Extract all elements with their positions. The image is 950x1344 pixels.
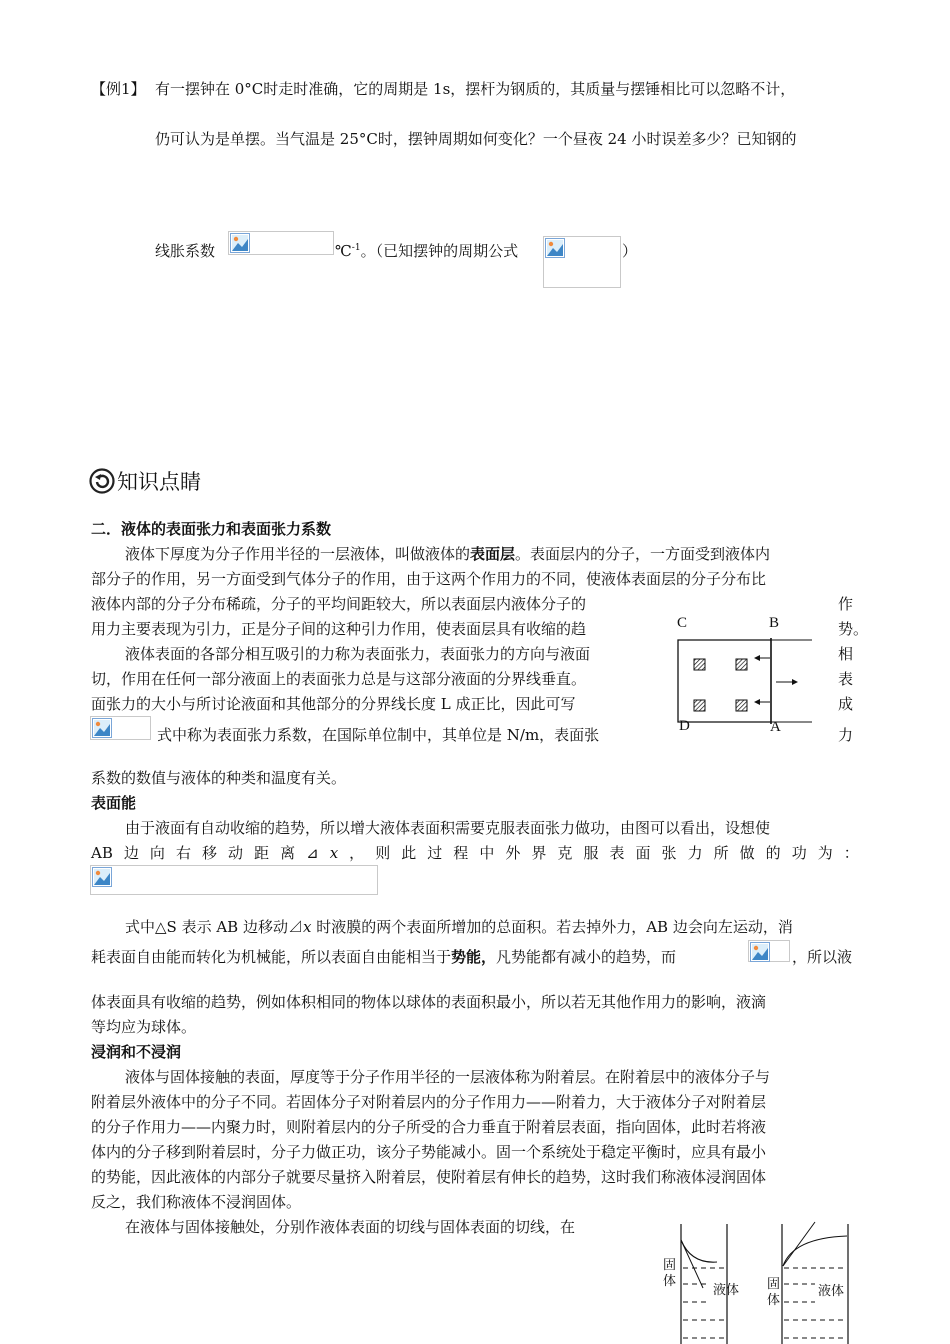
- surface-energy-line-3: 式中△S 表示 AB 边移动⊿x 时液膜的两个表面所增加的总面积。若去掉外力，AB 边会向左运动，消: [125, 918, 793, 936]
- section-2-para-2-line-1-end: 相: [838, 645, 854, 663]
- wetting-line-5: 的势能，因此液体的内部分子就要尽量挤入附着层，使附着层有伸长的趋势，这时我们称液体浸润固体: [91, 1168, 767, 1186]
- left-liquid-label: 液体: [713, 1283, 740, 1298]
- surface-energy-title: 表面能: [91, 794, 137, 812]
- wetting-line-2: 附着层外液体中的分子不同。若固体分子对附着层内的分子作用力——附着力，大于液体分子对附着层: [91, 1093, 767, 1111]
- section-2-title: 二．液体的表面张力和表面张力系数: [91, 520, 332, 538]
- section-2-para-2-line-4: 式中称为表面张力系数，在国际单位制中，其单位是 N/m，表面张: [157, 726, 600, 744]
- surface-energy-line-5: 体表面具有收缩的趋势，例如体积相同的物体以球体的表面积最小，所以若无其他作用力的影响，液滴: [91, 993, 767, 1011]
- surface-energy-line-6: 等均应为球体。: [91, 1018, 197, 1036]
- energy-inequality-image: [748, 940, 790, 962]
- right-liquid-label: 液体: [818, 1284, 845, 1299]
- wetting-line-3: 的分子作用力——内聚力时，则附着层内的分子所受的合力垂直于附着层表面，指向固体，此时若将液: [91, 1118, 767, 1136]
- section-2-para-2-line-4-end: 力: [838, 726, 854, 744]
- linear-expansion-coefficient-image: [228, 231, 334, 255]
- example-line-1: 有一摆钟在 0°C时走时准确，它的周期是 1s，摆杆为钢质的，其质量与摆锤相比可以忽略不计，: [155, 80, 796, 98]
- section-2-para-2-line-2: 切，作用在任何一部分液面上的表面张力总是与这部分液面的分界线垂直。: [91, 670, 587, 688]
- example-line-3-mid: 。（已知摆钟的周期公式: [360, 242, 519, 260]
- section-2-para-2-line-5: 系数的数值与液体的种类和温度有关。: [91, 769, 347, 787]
- figure-label-b: B: [769, 615, 780, 631]
- broken-image-icon: [230, 233, 250, 253]
- left-solid-label: 固体: [663, 1258, 677, 1289]
- wetting-line-7: 在液体与固体接触处，分别作液体表面的切线与固体表面的切线，在: [125, 1218, 576, 1236]
- wetting-line-4: 体内的分子移到附着层时，分子力做正功，该分子势能减小。固一个系统处于稳定平衡时，应具有最小: [91, 1143, 767, 1161]
- surface-energy-line-4: 耗表面自由能而转化为机械能，所以表面自由能相当于势能，凡势能都有减小的趋势，而: [91, 948, 677, 966]
- section-2-para-1-line-1: 液体下厚度为分子作用半径的一层液体，叫做液体的表面层。表面层内的分子，一方面受到液体内: [125, 545, 771, 563]
- wetting-line-1: 液体与固体接触的表面，厚度等于分子作用半径的一层液体称为附着层。在附着层中的液体分子与: [125, 1068, 771, 1086]
- figure-label-c: C: [677, 615, 688, 631]
- example-line-2: 仍可认为是单摆。当气温是 25°C时，摆钟周期如何变化？一个昼夜 24 小时误差多少？已知钢的: [155, 130, 797, 148]
- surface-energy-line-2: AB 边 向 右 移 动 距 离 ⊿ x ， 则 此 过 程 中 外 界 克 服 表 面 张 力 所 做 的 功 为 ：: [91, 844, 859, 862]
- section-2-para-1-line-2: 部分子的作用，另一方面受到气体分子的作用，由于这两个作用力的不同，使液体表面层的分子分布比: [91, 570, 767, 588]
- right-solid-label: 固体: [767, 1277, 781, 1308]
- broken-image-icon: [750, 942, 770, 962]
- surface-energy-line-4-end: ，所以液: [792, 948, 853, 966]
- wetting-line-6: 反之，我们称液体不浸润固体。: [91, 1193, 302, 1211]
- section-2-para-2-line-3: 面张力的大小与所讨论液面和其他部分的分界线长度 L 成正比，因此可写: [91, 695, 576, 713]
- example-line-3-unit: ℃$^{-1}$。（已知摆钟的周期公式: [335, 242, 519, 260]
- example-label: 【例1】: [91, 80, 146, 98]
- broken-image-icon: [92, 867, 112, 887]
- section-2-para-2-line-2-end: 表: [838, 670, 854, 688]
- section-2-para-1-line-4-end: 势。: [838, 620, 869, 638]
- section-2-para-1-line-3: 液体内部的分子分布稀疏，分子的平均间距较大，所以表面层内液体分子的: [91, 595, 587, 613]
- section-2-para-1-line-4: 用力主要表现为引力，正是分子间的这种引力作用，使表面层具有收缩的趋: [91, 620, 587, 638]
- film-frame-drawing: [666, 612, 826, 740]
- knowledge-title: 知识点睛: [117, 470, 201, 494]
- potential-energy-term: 势能，: [451, 948, 497, 966]
- figure-label-d: D: [679, 718, 690, 734]
- broken-image-icon: [545, 238, 565, 258]
- pendulum-period-formula-image: [543, 236, 621, 288]
- surface-tension-formula-image: [90, 716, 151, 740]
- section-2-para-2-line-1: 液体表面的各部分相互吸引的力称为表面张力，表面张力的方向与液面: [125, 645, 591, 663]
- surface-energy-line-1: 由于液面有自动收缩的趋势，所以增大液体表面积需要克服表面张力做功，由图可以看出，设想使: [125, 819, 771, 837]
- circular-arrow-icon: [89, 468, 115, 494]
- wetting-title: 浸润和不浸润: [91, 1043, 182, 1061]
- broken-image-icon: [92, 718, 112, 738]
- section-2-para-2-line-3-end: 成: [838, 695, 854, 713]
- example-line-3-end: ）: [622, 242, 638, 260]
- example-line-3-start: 线胀系数: [155, 242, 216, 260]
- section-2-para-1-line-3-end: 作: [838, 595, 854, 613]
- knowledge-heading: [89, 466, 201, 496]
- surface-layer-term: 表面层: [470, 545, 516, 563]
- work-formula-image: [90, 865, 378, 895]
- figure-label-a: A: [770, 719, 781, 735]
